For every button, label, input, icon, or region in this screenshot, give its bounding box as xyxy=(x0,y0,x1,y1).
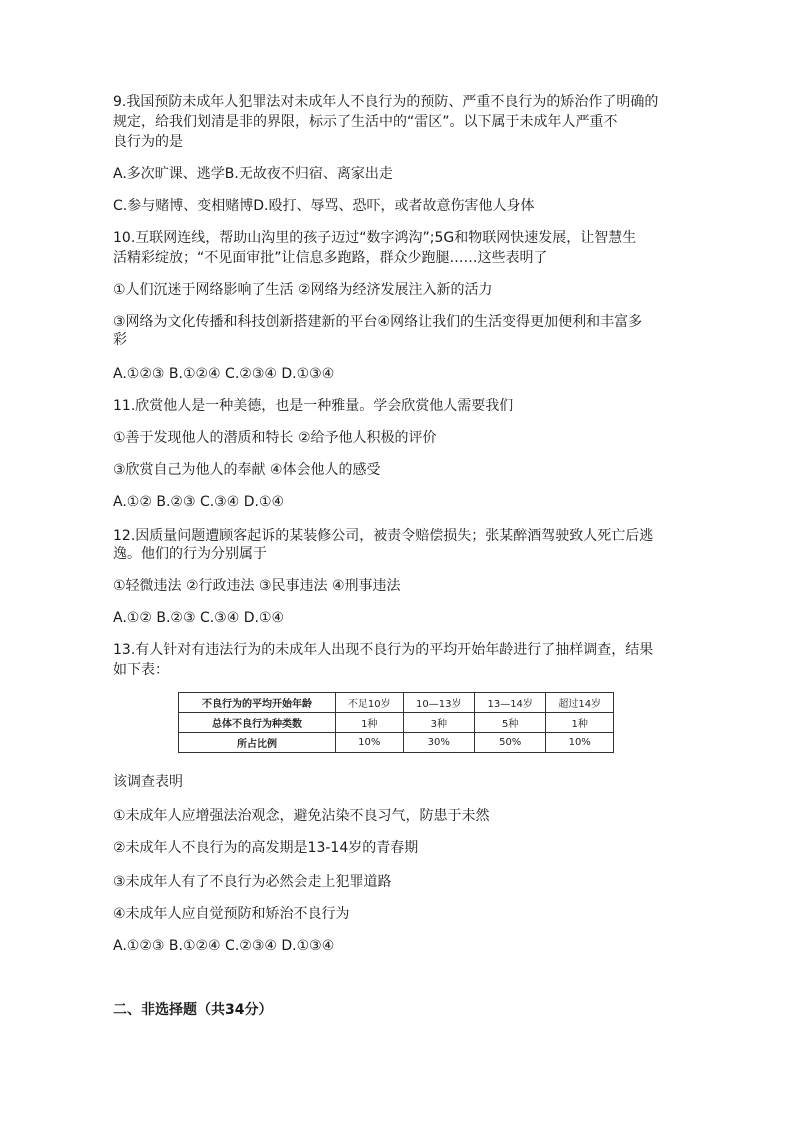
q12-stem-line1: 12.因质量问题遭顾客起诉的某装修公司，被责令赔偿损失；张某醉酒驾驶致人死亡后逃 xyxy=(113,528,654,544)
q10-statements-34-line2: 彩 xyxy=(113,332,127,348)
table-row xyxy=(179,733,614,753)
table-cell: 1种 xyxy=(336,713,404,733)
q10-statements-34-line1: ③网络为文化传播和科技创新搭建新的平台④网络让我们的生活变得更加便利和丰富多 xyxy=(113,314,643,330)
q12-options: A.①② B.②③ C.③④ D.①④ xyxy=(113,610,285,626)
q9-stem-line1: 9.我国预防未成年人犯罪法对未成年人不良行为的预防、严重不良行为的矫治作了明确的 xyxy=(113,94,659,110)
q13-statement-3: ③未成年人有了不良行为必然会走上犯罪道路 xyxy=(113,874,392,890)
table-cell: 10% xyxy=(336,733,404,753)
q11-options: A.①② B.②③ C.③④ D.①④ xyxy=(113,494,285,510)
q9-options-ab: A.多次旷课、逃学B.无故夜不归宿、离家出走 xyxy=(113,166,393,182)
table-cell: 30% xyxy=(403,733,474,753)
q11-stem: 11.欣赏他人是一种美德，也是一种雅量。学会欣赏他人需要我们 xyxy=(113,398,514,414)
table-cell-row-header: 不良行为的平均开始年龄 xyxy=(179,693,336,713)
q13-options: A.①②③ B.①②④ C.②③④ D.①③④ xyxy=(113,938,335,954)
section-heading: 二、非选择题（共34分） xyxy=(113,1002,273,1018)
table-cell: 1种 xyxy=(546,713,614,733)
table-cell-row-header: 总体不良行为种类数 xyxy=(179,713,336,733)
q13-statement-2: ②未成年人不良行为的高发期是13-14岁的青春期 xyxy=(113,840,419,856)
q13-stem-line2: 如下表： xyxy=(113,662,169,678)
q11-statements-12: ①善于发现他人的潜质和特长 ②给予他人积极的评价 xyxy=(113,430,437,446)
table-cell-row-header: 所占比例 xyxy=(179,733,336,753)
q10-stem-line1: 10.互联网连线，帮助山沟里的孩子迈过“数字鸿沟”;5G和物联网快速发展，让智慧生 xyxy=(113,230,637,246)
q10-statements-12: ①人们沉迷于网络影响了生活 ②网络为经济发展注入新的活力 xyxy=(113,282,493,298)
table-row xyxy=(179,713,614,733)
table-cell: 不足10岁 xyxy=(336,693,404,713)
table-cell: 10% xyxy=(546,733,614,753)
q9-stem-line3: 良行为的是 xyxy=(113,134,183,150)
table-cell: 5种 xyxy=(474,713,545,733)
q12-stem-line2: 逸。他们的行为分别属于 xyxy=(113,546,267,562)
table-cell: 10—13岁 xyxy=(403,693,474,713)
table-row xyxy=(179,693,614,713)
q13-statement-1: ①未成年人应增强法治观念，避免沾染不良习气，防患于未然 xyxy=(113,808,490,824)
q13-conclusion-intro: 该调查表明 xyxy=(113,774,183,790)
survey-table xyxy=(178,692,614,753)
table-cell: 13—14岁 xyxy=(474,693,545,713)
table-cell: 50% xyxy=(474,733,545,753)
table-cell: 3种 xyxy=(403,713,474,733)
q13-statement-4: ④未成年人应自觉预防和矫治不良行为 xyxy=(113,906,350,922)
q11-statements-34: ③欣赏自己为他人的奉献 ④体会他人的感受 xyxy=(113,462,381,478)
q9-options-cd: C.参与赌博、变相赌博D.殴打、辱骂、恐吓，或者故意伤害他人身体 xyxy=(113,198,535,214)
q10-options: A.①②③ B.①②④ C.②③④ D.①③④ xyxy=(113,366,335,382)
q13-stem-line1: 13.有人针对有违法行为的未成年人出现不良行为的平均开始年龄进行了抽样调查，结果 xyxy=(113,642,654,658)
table-cell: 超过14岁 xyxy=(546,693,614,713)
q12-statements: ①轻微违法 ②行政违法 ③民事违法 ④刑事违法 xyxy=(113,578,401,594)
q9-stem-line2: 规定，给我们划清是非的界限，标示了生活中的“雷区”。以下属于未成年人严重不 xyxy=(113,114,618,130)
q10-stem-line2: 活精彩绽放；“不见面审批”让信息多跑路，群众少跑腿……这些表明了 xyxy=(113,250,548,266)
